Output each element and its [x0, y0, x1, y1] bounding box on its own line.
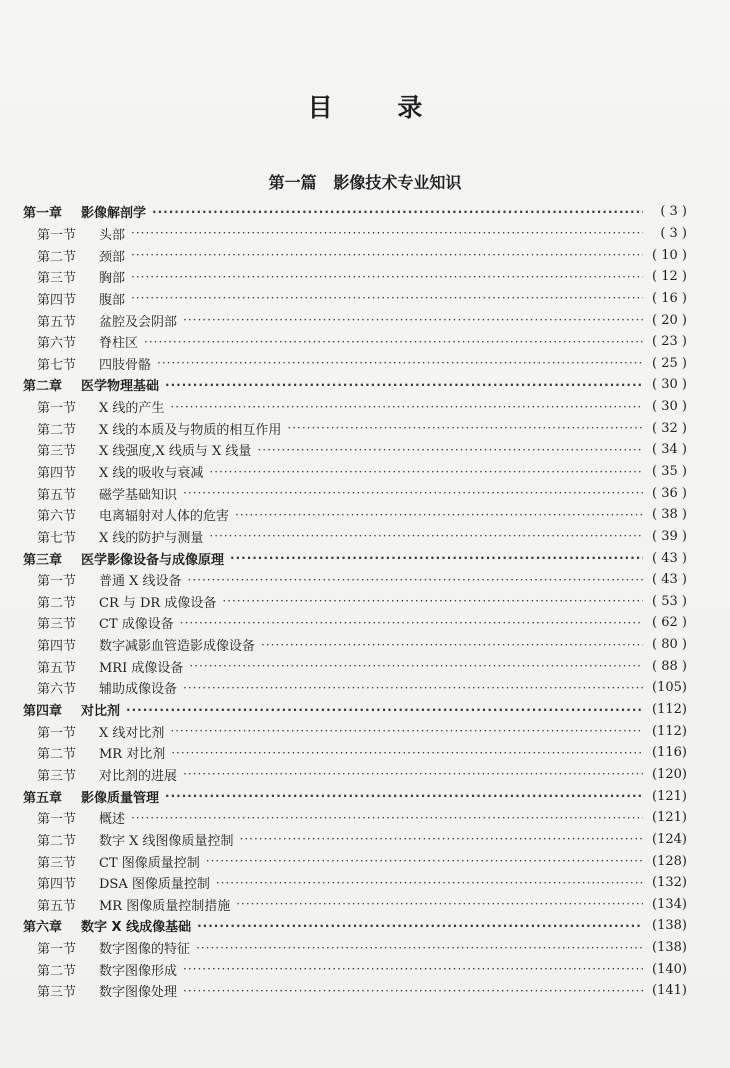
chapter-number: 第二章 — [23, 379, 63, 395]
section-number: 第三节 — [37, 617, 77, 633]
section-number: 第四节 — [37, 639, 77, 655]
section-title: MRI 成像设备 — [99, 660, 184, 676]
section-number: 第三节 — [37, 271, 77, 287]
page-number: ( 3 ) — [660, 225, 687, 241]
section-number: 第一节 — [37, 725, 77, 741]
toc-section-row — [23, 396, 687, 418]
section-number: 第二节 — [37, 963, 77, 979]
section-number: 第三节 — [37, 855, 77, 871]
section-title: 数字图像形成 — [99, 963, 178, 979]
toc-section-row — [23, 309, 687, 331]
section-title: CT 图像质量控制 — [99, 855, 200, 871]
section-number: 第一节 — [37, 942, 77, 958]
toc-section-row — [23, 331, 687, 353]
page-number: ( 36 ) — [652, 485, 687, 501]
toc-section-row — [23, 569, 687, 591]
dot-leader — [236, 897, 643, 911]
page-number: (112) — [652, 723, 687, 739]
chapter-title: 医学影像设备与成像原理 — [81, 552, 225, 568]
section-title: 概述 — [99, 812, 126, 828]
page-number: ( 38 ) — [652, 507, 687, 523]
section-number: 第六节 — [37, 509, 77, 525]
dot-leader — [197, 919, 643, 933]
toc-section-row — [23, 634, 687, 656]
page-title: 目 录 — [307, 93, 451, 122]
toc-section-row — [23, 937, 687, 959]
section-number: 第五节 — [37, 660, 77, 676]
page-number: ( 88 ) — [652, 658, 687, 674]
toc-section-row — [23, 655, 687, 677]
toc-section-row — [23, 482, 687, 504]
section-title: 脊柱区 — [99, 336, 139, 352]
chapter-number: 第四章 — [23, 704, 63, 720]
section-title: 头部 — [99, 227, 126, 243]
page-number: (140) — [652, 961, 687, 977]
section-title: 盆腔及会阴部 — [99, 314, 178, 330]
dot-leader — [131, 291, 643, 305]
page-number: (138) — [652, 918, 687, 934]
chapter-number: 第三章 — [23, 552, 63, 568]
chapter-number: 第五章 — [23, 790, 63, 806]
section-title: 数字 X 线图像质量控制 — [99, 833, 234, 849]
toc-section-row — [23, 439, 687, 461]
dot-leader — [183, 681, 643, 695]
dot-leader — [206, 854, 643, 868]
toc-section-row — [23, 720, 687, 742]
page-number: ( 16 ) — [652, 290, 687, 306]
toc-section-row — [23, 742, 687, 764]
toc-section-row — [23, 807, 687, 829]
page-number: ( 3 ) — [660, 204, 687, 220]
section-number: 第二节 — [37, 249, 77, 265]
page-number: ( 80 ) — [652, 637, 687, 653]
section-number: 第三节 — [37, 768, 77, 784]
section-title: 普通 X 线设备 — [99, 574, 182, 590]
dot-leader — [216, 876, 643, 890]
dot-leader — [144, 335, 643, 349]
dot-leader — [131, 811, 643, 825]
page-number: ( 30 ) — [652, 399, 687, 415]
toc-section-row — [23, 980, 687, 1002]
dot-leader — [188, 573, 643, 587]
section-title: CR 与 DR 成像设备 — [99, 595, 217, 611]
dot-leader — [157, 356, 643, 370]
dot-leader — [183, 486, 643, 500]
page-number: (134) — [652, 896, 687, 912]
page-number: ( 20 ) — [652, 312, 687, 328]
page-number: (128) — [652, 853, 687, 869]
section-number: 第二节 — [37, 595, 77, 611]
dot-leader — [209, 465, 643, 479]
toc-section-row — [23, 677, 687, 699]
section-number: 第四节 — [37, 292, 77, 308]
page-number: (105) — [652, 680, 687, 696]
section-title: MR 图像质量控制措施 — [99, 898, 231, 914]
dot-leader — [287, 421, 643, 435]
toc-section-row — [23, 266, 687, 288]
toc-section-row — [23, 352, 687, 374]
dot-leader — [209, 529, 643, 543]
section-number: 第六节 — [37, 336, 77, 352]
toc-chapter-row — [23, 374, 687, 396]
dot-leader — [257, 443, 643, 457]
toc-section-row — [23, 612, 687, 634]
section-title: 数字图像处理 — [99, 985, 178, 1001]
page-number: ( 23 ) — [652, 334, 687, 350]
dot-leader — [230, 551, 643, 565]
section-title: X 线的产生 — [99, 401, 165, 417]
section-title: 对比剂的进展 — [99, 768, 178, 784]
section-title: 四肢骨骼 — [99, 357, 152, 373]
section-title: 颈部 — [99, 249, 126, 265]
chapter-title: 影像解剖学 — [81, 206, 147, 222]
page-number: ( 10 ) — [652, 247, 687, 263]
toc-chapter-row — [23, 785, 687, 807]
page-number: (141) — [652, 983, 687, 999]
section-title: MR 对比剂 — [99, 747, 166, 763]
page-number: ( 43 ) — [652, 550, 687, 566]
section-number: 第七节 — [37, 530, 77, 546]
dot-leader — [196, 941, 643, 955]
page-number: (120) — [652, 766, 687, 782]
section-number: 第七节 — [37, 357, 77, 373]
toc-chapter-row — [23, 201, 687, 223]
section-number: 第一节 — [37, 401, 77, 417]
section-number: 第一节 — [37, 227, 77, 243]
section-title: X 线的本质及与物质的相互作用 — [99, 422, 282, 438]
page-number: (112) — [652, 702, 687, 718]
chapter-title: 医学物理基础 — [81, 379, 160, 395]
dot-leader — [235, 508, 643, 522]
toc-section-row — [23, 872, 687, 894]
section-title: 腹部 — [99, 292, 126, 308]
dot-leader — [152, 205, 643, 219]
page-number: ( 62 ) — [652, 615, 687, 631]
page-number: (116) — [652, 745, 687, 761]
chapter-title: 数字 X 线成像基础 — [81, 920, 192, 936]
toc-section-row — [23, 958, 687, 980]
toc-section-row — [23, 223, 687, 245]
page-number: ( 53 ) — [652, 593, 687, 609]
dot-leader — [183, 767, 643, 781]
dot-leader — [131, 226, 643, 240]
page-number: (121) — [652, 810, 687, 826]
section-number: 第五节 — [37, 314, 77, 330]
section-number: 第三节 — [37, 444, 77, 460]
section-title: CT 成像设备 — [99, 617, 174, 633]
section-title: X 线的防护与测量 — [99, 530, 204, 546]
table-of-contents — [23, 201, 687, 1002]
page-number: ( 34 ) — [652, 442, 687, 458]
toc-chapter-row — [23, 547, 687, 569]
toc-section-row — [23, 417, 687, 439]
dot-leader — [126, 703, 643, 717]
section-title: 数字图像的特征 — [99, 942, 191, 958]
chapter-number: 第一章 — [23, 206, 63, 222]
page-number: (124) — [652, 831, 687, 847]
dot-leader — [170, 400, 643, 414]
section-number: 第五节 — [37, 898, 77, 914]
section-title: 胸部 — [99, 271, 126, 287]
dot-leader — [261, 638, 643, 652]
section-number: 第三节 — [37, 985, 77, 1001]
toc-chapter-row — [23, 915, 687, 937]
page-number: ( 32 ) — [652, 420, 687, 436]
section-title: X 线对比剂 — [99, 725, 165, 741]
page-number: (132) — [652, 875, 687, 891]
dot-leader — [240, 832, 643, 846]
dot-leader — [165, 378, 643, 392]
toc-section-row — [23, 850, 687, 872]
dot-leader — [131, 248, 643, 262]
toc-section-row — [23, 829, 687, 851]
dot-leader — [183, 313, 643, 327]
section-number: 第五节 — [37, 487, 77, 503]
section-title: 磁学基础知识 — [99, 487, 178, 503]
toc-section-row — [23, 461, 687, 483]
section-title: 数字减影血管造影成像设备 — [99, 639, 256, 655]
section-number: 第六节 — [37, 682, 77, 698]
part-title: 第一篇 影像技术专业知识 — [268, 173, 462, 192]
toc-chapter-row — [23, 699, 687, 721]
dot-leader — [171, 746, 643, 760]
page-number: ( 35 ) — [652, 464, 687, 479]
page-number: ( 30 ) — [652, 377, 687, 393]
chapter-title: 对比剂 — [81, 704, 121, 720]
toc-section-row — [23, 894, 687, 916]
page-number: (121) — [652, 788, 687, 804]
toc-section-row — [23, 764, 687, 786]
section-number: 第二节 — [37, 833, 77, 849]
section-title: 电离辐射对人体的危害 — [99, 509, 230, 525]
section-number: 第一节 — [37, 574, 77, 590]
dot-leader — [183, 962, 643, 976]
dot-leader — [131, 270, 643, 284]
page-number: ( 43 ) — [652, 572, 687, 588]
dot-leader — [189, 659, 643, 673]
section-number: 第一节 — [37, 812, 77, 828]
section-title: X 线强度,X 线质与 X 线量 — [99, 444, 252, 460]
dot-leader — [165, 789, 643, 803]
dot-leader — [183, 984, 643, 998]
toc-section-row — [23, 504, 687, 526]
dot-leader — [170, 724, 643, 738]
toc-section-row — [23, 526, 687, 548]
section-number: 第四节 — [37, 877, 77, 893]
toc-section-row — [23, 244, 687, 266]
chapter-title: 影像质量管理 — [81, 790, 160, 806]
toc-section-row — [23, 591, 687, 613]
section-number: 第四节 — [37, 466, 77, 481]
section-number: 第二节 — [37, 422, 77, 438]
section-number: 第二节 — [37, 747, 77, 763]
page-number: (138) — [652, 940, 687, 956]
page-number: ( 25 ) — [652, 355, 687, 371]
section-title: X 线的吸收与衰减 — [99, 466, 204, 481]
dot-leader — [180, 616, 643, 630]
page-number: ( 39 ) — [652, 528, 687, 544]
dot-leader — [222, 594, 643, 608]
section-title: DSA 图像质量控制 — [99, 877, 210, 893]
toc-section-row — [23, 288, 687, 310]
page-number: ( 12 ) — [652, 269, 687, 285]
chapter-number: 第六章 — [23, 920, 63, 936]
section-title: 辅助成像设备 — [99, 682, 178, 698]
